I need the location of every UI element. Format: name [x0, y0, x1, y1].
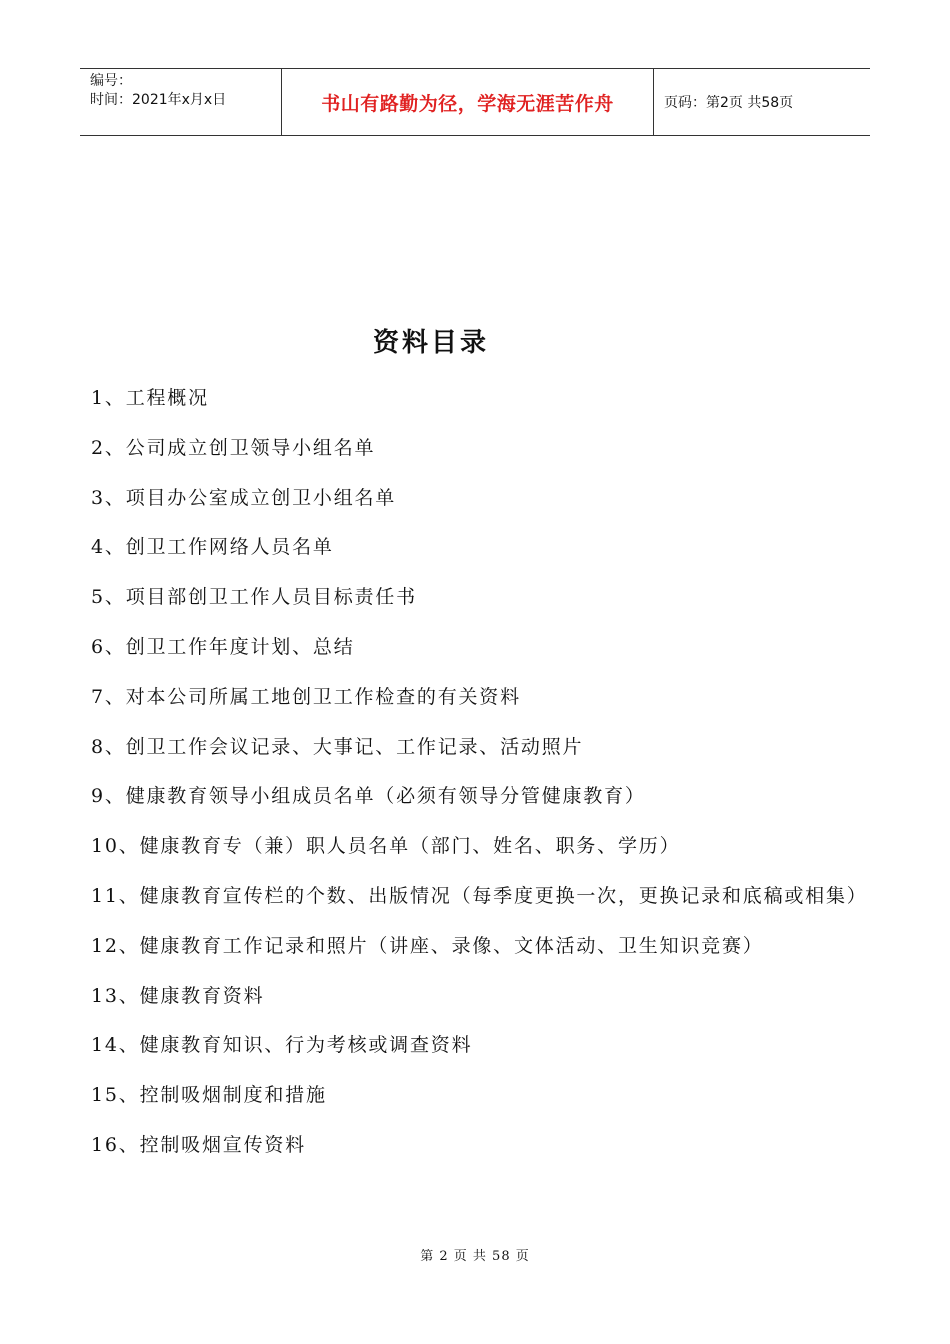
list-item: 8、创卫工作会议记录、大事记、工作记录、活动照片 — [91, 735, 584, 758]
list-item: 13、健康教育资料 — [91, 984, 265, 1007]
page-info: 页码：第2页 共58页 — [664, 95, 794, 111]
list-item: 14、健康教育知识、行为考核或调查资料 — [91, 1034, 473, 1057]
list-item: 5、项目部创卫工作人员目标责任书 — [91, 586, 417, 609]
list-item: 3、项目办公室成立创卫小组名单 — [91, 486, 397, 509]
page-header — [80, 68, 870, 136]
header-page-cell — [654, 69, 870, 135]
list-item: 12、健康教育工作记录和照片（讲座、录像、文体活动、卫生知识竞赛） — [91, 934, 764, 957]
list-item: 2、公司成立创卫领导小组名单 — [91, 436, 376, 459]
list-item: 10、健康教育专（兼）职人员名单（部门、姓名、职务、学历） — [91, 835, 681, 858]
header-motto-cell — [282, 69, 654, 135]
list-item: 1、工程概况 — [91, 387, 209, 409]
page-title: 资料目录 — [372, 328, 489, 358]
toc-list — [91, 374, 871, 1171]
list-item: 11、健康教育宣传栏的个数、出版情况（每季度更换一次，更换记录和底稿或相集） — [91, 884, 868, 907]
time-label: 时间：2021年x月x日 — [90, 92, 227, 108]
list-item: 16、控制吸烟宣传资料 — [91, 1133, 306, 1156]
code-label: 编号： — [90, 73, 132, 89]
list-item: 9、健康教育领导小组成员名单（必须有领导分管健康教育） — [91, 785, 646, 808]
motto-text: 书山有路勤为径，学海无涯苦作舟 — [321, 92, 614, 115]
list-item: 4、创卫工作网络人员名单 — [91, 536, 334, 559]
list-item: 7、对本公司所属工地创卫工作检查的有关资料 — [91, 685, 521, 708]
page-footer: 第 2 页 共 58 页 — [420, 1249, 530, 1264]
list-item: 6、创卫工作年度计划、总结 — [91, 635, 355, 658]
list-item: 15、控制吸烟制度和措施 — [91, 1084, 327, 1107]
header-meta-cell — [80, 69, 282, 135]
